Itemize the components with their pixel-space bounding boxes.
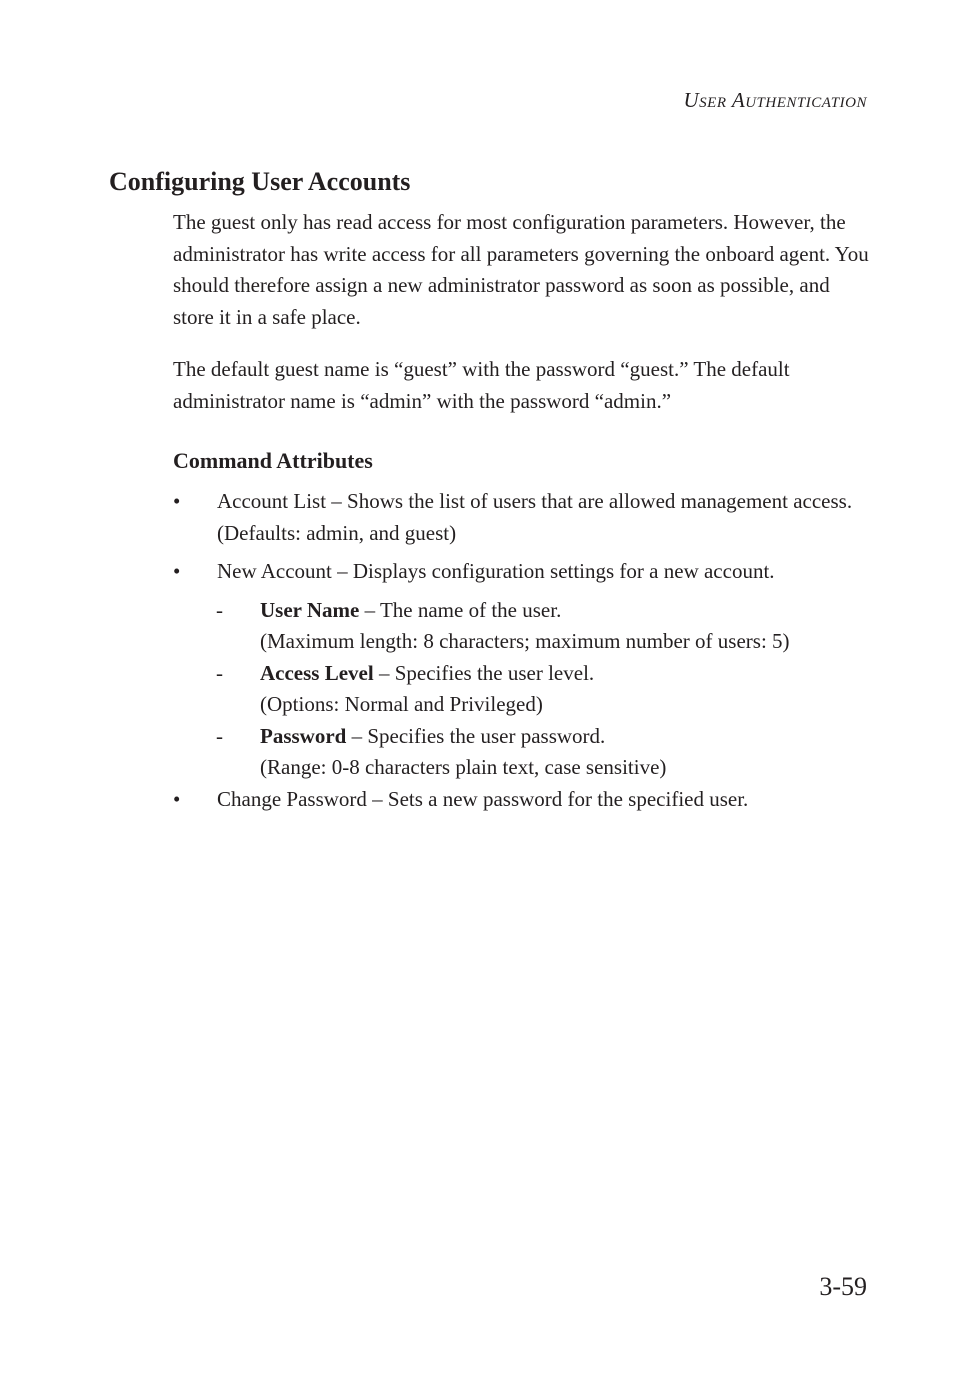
defaults-paragraph: The default guest name is “guest” with the password “guest.” The default administrator name is “admin” with the password “admin.” [173, 357, 790, 413]
subitem-password [173, 721, 873, 784]
page-number: 3-59 [819, 1272, 867, 1301]
subitem-term: Access Level [260, 660, 374, 685]
list-item-text: New Account – Displays configuration settings for a new account. [217, 559, 775, 583]
command-attributes-heading: Command Attributes [173, 448, 373, 473]
subitem-access-level [173, 658, 873, 721]
attributes-list [173, 486, 873, 815]
bullet-icon: • [173, 786, 181, 811]
list-item-change-password [173, 784, 873, 816]
dash-icon: - [216, 723, 223, 748]
bullet-icon: • [173, 489, 181, 513]
list-item-text: Change Password – Sets a new password for the specified user. [217, 786, 749, 811]
list-item-text: Account List – Shows the list of users that are allowed management access. (Defaults: admin, and guest) [217, 489, 853, 545]
list-item-new-account [173, 556, 873, 588]
subitem-term: Password [260, 723, 347, 748]
dash-icon: - [216, 597, 223, 622]
subitem-detail: (Options: Normal and Privileged) [260, 692, 543, 716]
subitem-detail: (Range: 0-8 characters plain text, case sensitive) [260, 755, 667, 779]
subitem-desc: – Specifies the user level. [373, 660, 595, 685]
subitem-desc: – Specifies the user password. [346, 723, 606, 748]
running-header: User Authentication [683, 88, 867, 112]
subitem-detail: (Maximum length: 8 characters; maximum number of users: 5) [260, 629, 790, 653]
subitem-desc: – The name of the user. [359, 597, 562, 622]
subitem-term: User Name [260, 597, 360, 622]
list-item-account-list [173, 486, 873, 549]
subitem-user-name [173, 595, 873, 658]
dash-icon: - [216, 660, 223, 685]
bullet-icon: • [173, 559, 181, 583]
intro-paragraph: The guest only has read access for most configuration parameters. However, the administrator has write access for all parameters governing the onboard agent. You should therefore assign a new administrator password as soon as possible, and store it in a safe place. [173, 210, 869, 329]
section-title: Configuring User Accounts [109, 167, 411, 196]
